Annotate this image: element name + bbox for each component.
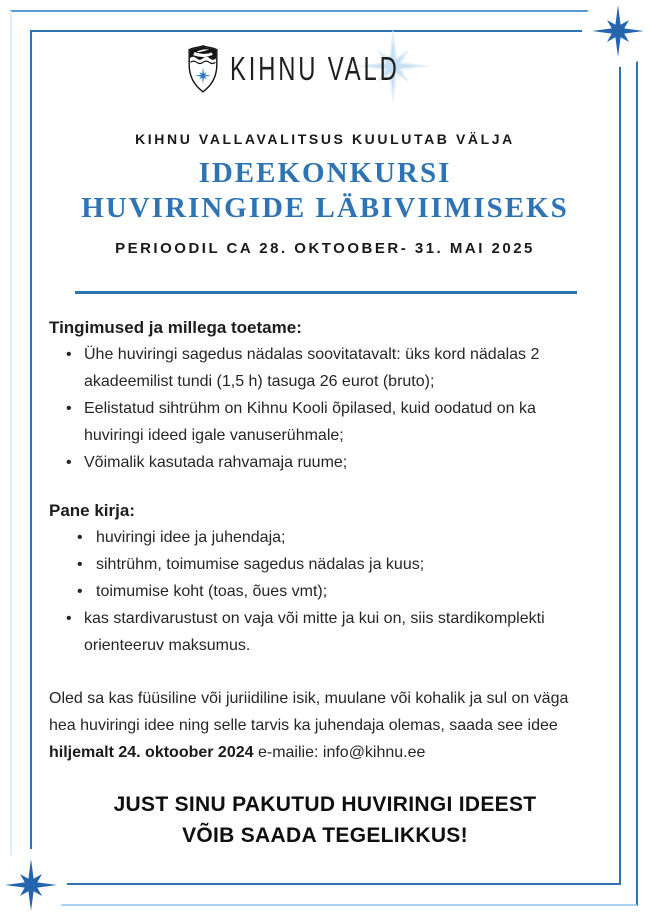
closing-text-after: e-mailie:: [253, 744, 323, 761]
list-item: • Ühe huviringi sagedus nädalas soovitatavalt: üks kord nädalas 2 akadeemilist tundi (1,5 h) tasuga 26 eurot (bruto);: [66, 341, 579, 395]
write-down-heading: Pane kirja:: [49, 501, 135, 520]
conditions-heading: Tingimused ja millega toetame:: [49, 318, 302, 337]
footer-slogan: [0, 789, 650, 851]
contest-title-line2: HUVIRINGIDE LÄBIVIIMISEKS: [81, 192, 569, 224]
write-down-list: [49, 524, 579, 659]
conditions-list: [49, 341, 579, 476]
list-item: • sihtrühm, toimumise sagedus nädalas ja kuus;: [66, 551, 579, 578]
closing-text-before: Oled sa kas füüsiline või juriidiline isik, muulane või kohalik ja sul on väga hea huviringi idee ning selle tarvis ka juhendaja olemas, saada see idee: [49, 690, 569, 734]
title-divider: [75, 291, 577, 294]
closing-paragraph: [49, 685, 579, 766]
list-item: • toimumise koht (toas, õues vmt);: [66, 578, 579, 605]
contest-period: PERIOODIL CA 28. OKTOOBER- 31. MAI 2025: [115, 240, 535, 257]
list-item: • Eelistatud sihtrühm on Kihnu Kooli õpilased, kuid oodatud on ka huviringi ideed igale vanuserühmale;: [66, 395, 579, 449]
contest-title-line1: IDEEKONKURSI: [198, 157, 452, 189]
list-item: • Võimalik kasutada rahvamaja ruume;: [66, 449, 579, 476]
announcement-kicker: KIHNU VALLAVALITSUS KUULUTAB VÄLJA: [135, 131, 515, 147]
footer-slogan-line1: JUST SINU PAKUTUD HUVIRINGI IDEEST: [113, 793, 537, 816]
contact-email: info@kihnu.ee: [322, 744, 426, 761]
logo-wordmark: KIHNU VALD: [229, 49, 400, 88]
logo: [0, 42, 650, 96]
body-content: [49, 314, 579, 766]
municipality-crest-icon: [185, 44, 221, 94]
footer-slogan-line2: VÕIB SAADA TEGELIKKUS!: [182, 824, 468, 847]
list-item: • kas stardivarustust on vaja või mitte ja kui on, siis stardikomplekti orienteeruv maksumus.: [66, 605, 579, 659]
contest-title: [0, 156, 650, 226]
deadline-text: hiljemalt 24. oktoober 2024: [49, 744, 254, 761]
compass-star-bottom-left-icon: [5, 859, 57, 911]
list-item: • huviringi idee ja juhendaja;: [66, 524, 579, 551]
